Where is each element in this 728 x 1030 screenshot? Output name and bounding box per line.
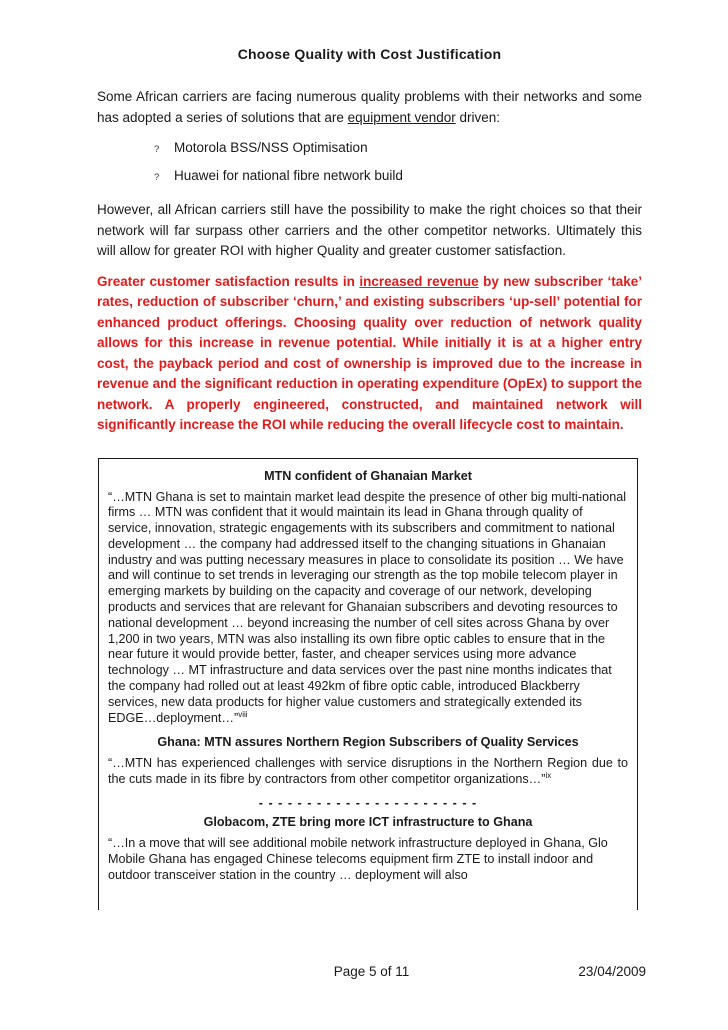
endnote-ref: viii bbox=[238, 709, 248, 719]
list-item bbox=[97, 138, 642, 160]
page-title: Choose Quality with Cost Justification bbox=[237, 46, 502, 62]
however-paragraph: However, all African carriers still have the possibility to make the right choices so that their network will far surpass other carriers and the other competitor networks. Ultimately this will allow for greater ROI with higher Quality and greater customer satisfaction. bbox=[97, 202, 642, 258]
intro-paragraph bbox=[97, 87, 642, 128]
red-text-end: by new subscriber ‘take’ rates, reduction of subscriber ‘churn,’ and existing subscribers ‘up-sell’ potential for enhanced product offerings. Choosing quality over reduction of network quality allows for this increase in revenue potential. While initially it is at a higher entry cost, the payback period and cost of ownership is improved due to the increase in revenue and the significant reduction in operating expenditure (OpEx) to support the network. A properly engineered, constructed, and maintained network will significantly increase the ROI while reducing the overall lifecycle cost to maintain. bbox=[97, 273, 642, 432]
quote-globacom: “…In a move that will see additional mobile network infrastructure deployed in Ghana, Glo Mobile Ghana has engaged Chinese telecoms equipment firm ZTE to install indoor and outdoor transceiver station in the country … deployment will also bbox=[108, 836, 608, 882]
intro-text-end: driven: bbox=[455, 109, 501, 125]
page-number: Page 5 of 11 bbox=[333, 964, 410, 979]
footer-date: 23/04/2009 bbox=[578, 964, 646, 979]
quote-heading-mtn-market: MTN confident of Ghanaian Market bbox=[264, 468, 472, 483]
quote-heading-northern: Ghana: MTN assures Northern Region Subscribers of Quality Services bbox=[157, 735, 579, 750]
bullet-text: Motorola BSS/NSS Optimisation bbox=[174, 140, 368, 155]
quote-heading-globacom: Globacom, ZTE bring more ICT infrastructure to Ghana bbox=[203, 815, 533, 830]
quote-northern-text: “…MTN has experienced challenges with service disruptions in the Northern Region due to the cuts made in its fibre by contractors from other competitor organizations…” bbox=[108, 756, 628, 787]
quote-mtn-market bbox=[108, 490, 628, 727]
intro-text-start: Some African carriers are facing numerous quality problems with their networks and some has adopted a series of solutions that are bbox=[97, 89, 642, 125]
quote-northern bbox=[108, 756, 628, 788]
vendor-bullet-list bbox=[97, 138, 642, 188]
news-quote-box bbox=[98, 458, 638, 910]
page-footer bbox=[97, 964, 646, 984]
bullet-marker-icon: ? bbox=[154, 144, 160, 155]
dashed-separator: - - - - - - - - - - - - - - - - - - - - - - - bbox=[258, 796, 478, 811]
bullet-marker-icon: ? bbox=[154, 172, 160, 183]
red-underlined-phrase: increased revenue bbox=[359, 273, 479, 289]
red-text-start: Greater customer satisfaction results in bbox=[97, 273, 360, 289]
bullet-text: Huawei for national fibre network build bbox=[174, 168, 403, 183]
intro-underlined-phrase: equipment vendor bbox=[347, 109, 456, 125]
list-item bbox=[97, 166, 642, 188]
quote-mtn-market-text: “…MTN Ghana is set to maintain market lead despite the presence of other big multi-national firms … MTN was confident that it would maintain its lead in Ghana through quality of service, innovation, strategic engagements with its subscribers and commitment to national development … the company had addressed itself to the changing situations in Ghanaian industry and was putting necessary measures in place to consolidate its position … We have and will continue to set trends in leveraging our strength as the top mobile telecom player in emerging markets by building on the capacity and coverage of our network, developing products and services that are relevant for Ghanaian subscribers and devoting resources to national development … beyond increasing the number of cell sites across Ghana by over 1,200 in two years, MTN was also installing its own fibre optic cables to ensure that in the near future it would provide better, faster, and cheaper services using more advance technology … MT infrastructure and data services over the past nine months indicates that the company had rolled out at least 492km of fibre optic cable, introduced Blackberry services, new data products for higher value customers and strategically extended its EDGE…deployment…” bbox=[108, 489, 626, 725]
endnote-ref: ix bbox=[545, 771, 552, 781]
red-highlight-paragraph bbox=[97, 272, 642, 436]
